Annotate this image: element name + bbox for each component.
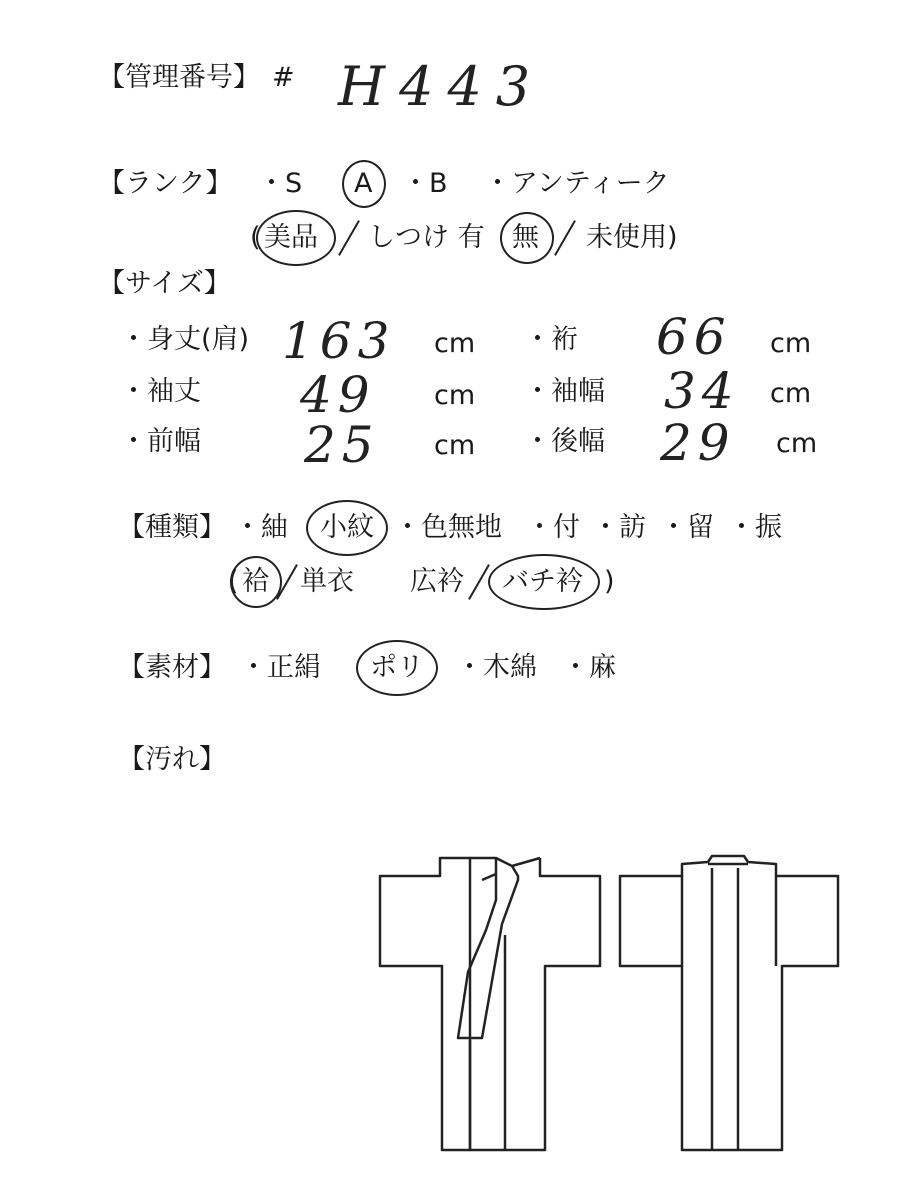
collar-fixed: バチ衿 <box>502 566 583 597</box>
material-option-linen: ・麻 <box>562 652 616 683</box>
size-unit-yuki: cm <box>770 328 812 359</box>
size-value-length: 163 <box>282 312 396 370</box>
size-value-front-width: 25 <box>304 416 380 474</box>
kind-option-tome: ・留 <box>660 512 714 543</box>
size-unit-back-width: cm <box>776 428 818 459</box>
size-label-length: ・身丈(肩) <box>120 324 250 355</box>
kind-label: 【種類】 <box>118 512 226 543</box>
size-value-sleeve-length: 49 <box>300 366 376 424</box>
size-label: 【サイズ】 <box>98 268 231 299</box>
rank-option-b: ・B <box>402 168 448 199</box>
kind-option-tsuke: ・付 <box>526 512 580 543</box>
lining-paren-close: ) <box>604 566 615 597</box>
size-label-front-width: ・前幅 <box>120 426 201 457</box>
rank-option-a: A <box>354 168 373 199</box>
management-hash: # <box>272 62 295 93</box>
kimono-back-diagram <box>620 856 838 1150</box>
material-option-cotton: ・木綿 <box>456 652 537 683</box>
material-option-silk: ・正絹 <box>240 652 321 683</box>
management-label: 【管理番号】 <box>98 62 260 93</box>
material-label: 【素材】 <box>118 652 226 683</box>
lining-paren-open: ( <box>228 566 239 597</box>
size-value-back-width: 29 <box>660 414 736 472</box>
condition-unused: 未使用) <box>586 222 678 253</box>
size-value-sleeve-width: 34 <box>664 362 740 420</box>
condition-pristine: 美品 <box>264 222 318 253</box>
size-value-yuki: 66 <box>656 308 732 366</box>
size-label-sleeve-length: ・袖丈 <box>120 376 201 407</box>
rank-option-s: ・S <box>258 168 303 199</box>
size-unit-length: cm <box>434 328 476 359</box>
size-unit-sleeve-length: cm <box>434 380 476 411</box>
rank-label: 【ランク】 <box>98 168 233 199</box>
lining-unlined: 単衣 <box>300 566 354 597</box>
condition-none: 無 <box>512 222 539 253</box>
kind-option-houmon: ・訪 <box>592 512 646 543</box>
size-label-back-width: ・後幅 <box>524 426 605 457</box>
material-option-poly: ポリ <box>370 652 424 683</box>
rank-option-antique: ・アンティーク <box>484 168 670 199</box>
kind-option-komon: 小紋 <box>320 512 374 543</box>
kind-option-tsumugi: ・紬 <box>234 512 288 543</box>
size-label-sleeve-width: ・袖幅 <box>524 376 605 407</box>
lining-lined: 袷 <box>242 566 269 597</box>
condition-paren-open: ( <box>250 222 261 253</box>
kind-option-furi: ・振 <box>728 512 782 543</box>
size-label-yuki: ・裄 <box>524 324 578 355</box>
size-unit-front-width: cm <box>434 430 476 461</box>
kind-option-iromuji: ・色無地 <box>394 512 502 543</box>
size-unit-sleeve-width: cm <box>770 378 812 409</box>
management-number: H443 <box>338 55 545 118</box>
kimono-front-diagram <box>380 858 600 1150</box>
stain-label: 【汚れ】 <box>118 744 226 775</box>
collar-wide: 広衿 <box>410 566 464 597</box>
condition-basting: しつけ 有 <box>368 222 485 253</box>
